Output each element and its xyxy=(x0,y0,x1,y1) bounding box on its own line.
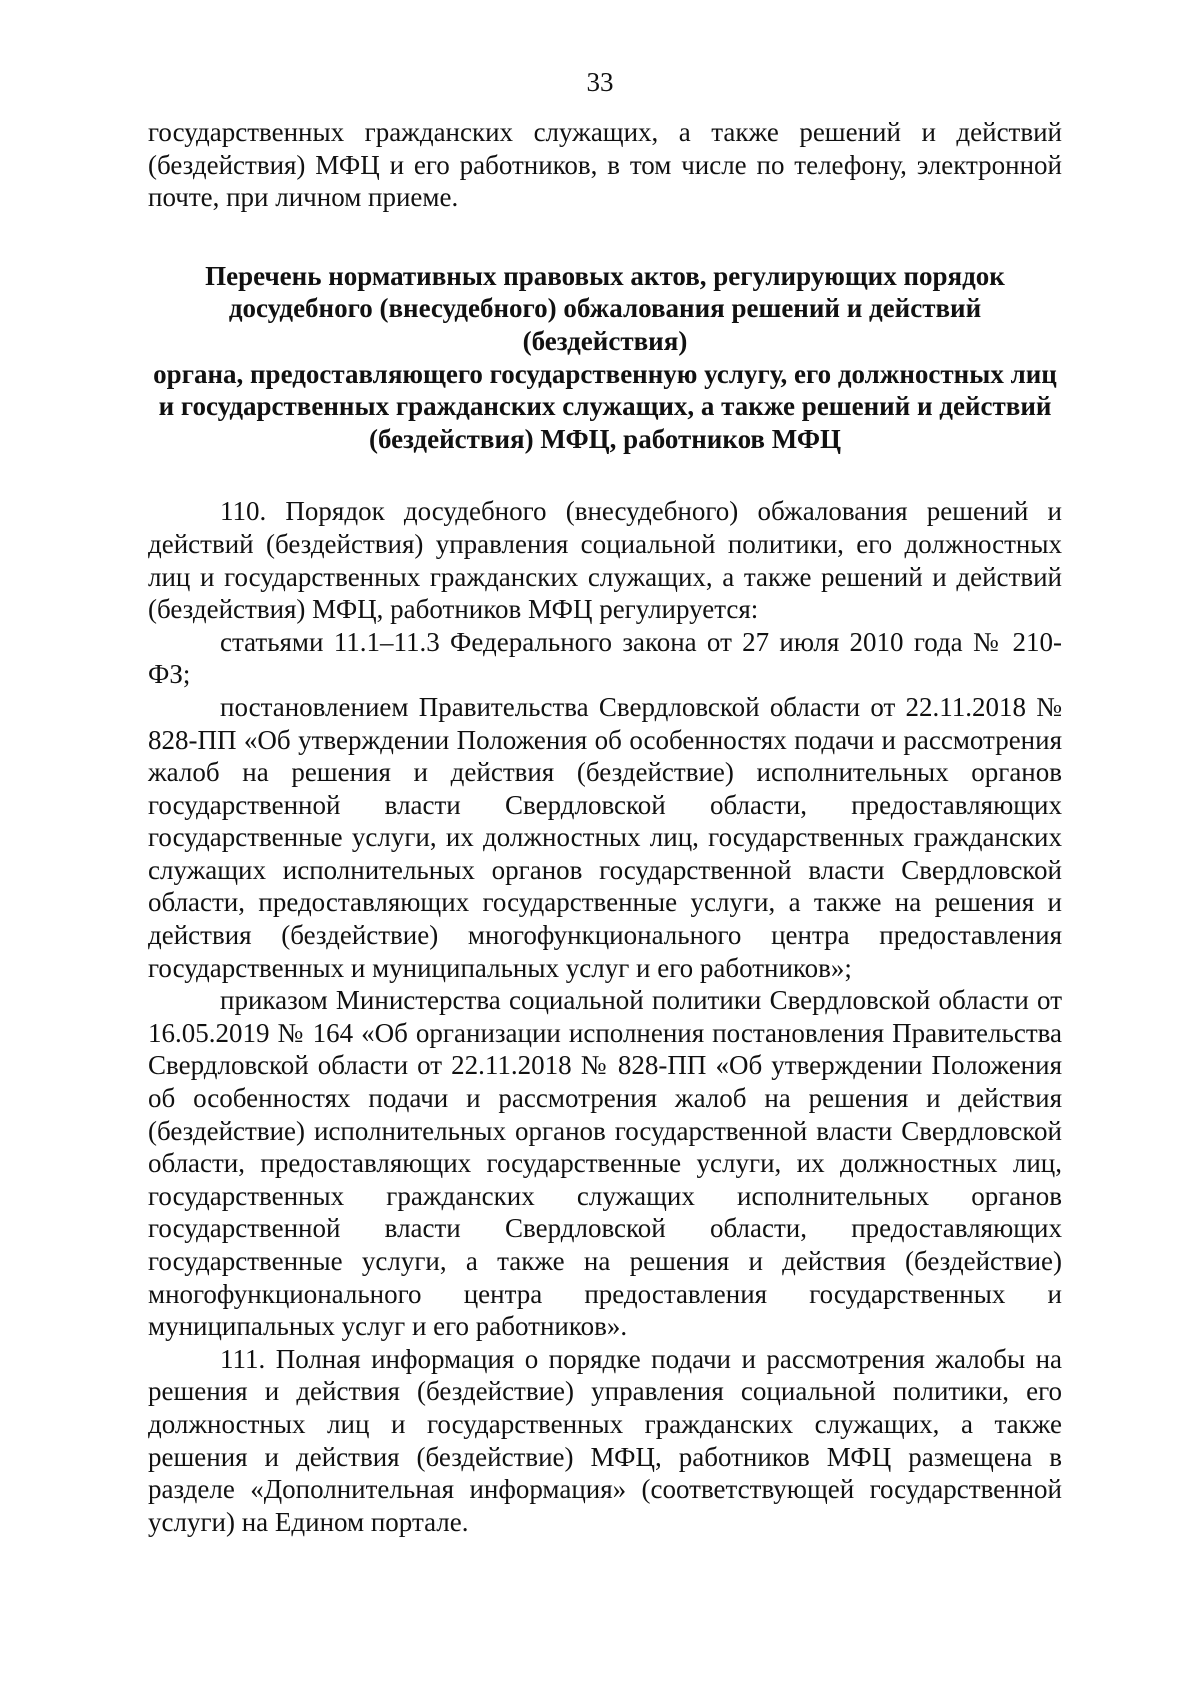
paragraph-110: 110. Порядок досудебного (внесудебного) обжалования решений и действий (бездействия) управления социальной политики, его должностных лиц и государственных гражданских служащих, а также решений и действий (бездействия) МФЦ, работников МФЦ регулируется: xyxy=(148,496,1062,625)
paragraph-federal-law: статьями 11.1–11.3 Федерального закона от 27 июля 2010 года № 210-ФЗ; xyxy=(148,626,1062,690)
heading-line: (бездействия) МФЦ, работников МФЦ xyxy=(368,423,842,454)
heading-line: органа, предоставляющего государственную услугу, его должностных лиц xyxy=(153,358,1057,389)
page-number: 33 xyxy=(586,67,614,97)
document-body xyxy=(148,116,1062,1538)
heading-line: и государственных гражданских служащих, а также решений и действий xyxy=(158,391,1052,422)
heading-line: досудебного (внесудебного) обжалования решений и действий (бездействия) xyxy=(228,293,982,356)
section-heading xyxy=(148,260,1062,456)
paragraph-111: 111. Полная информация о порядке подачи и рассмотрения жалобы на решения и действия (бездействие) управления социальной политики, его должностных лиц и государственных гражданских служащих, а также решения и действия (бездействие) МФЦ, работников МФЦ размещена в разделе «Дополнительная информация» (соответствующей государственной услуги) на Едином портале. xyxy=(148,1343,1062,1537)
paragraph-ministry-order: приказом Министерства социальной политики Свердловской области от 16.05.2019 № 164 «Об организации исполнения постановления Правительства Свердловской области от 22.11.2018 № 828-ПП «Об утверждении Положения об особенностях подачи и рассмотрения жалоб на решения и действия (бездействие) исполнительных органов государственной власти Свердловской области, предоставляющих государственные услуги, их должностных лиц, государственных гражданских служащих исполнительных органов государственной власти Свердловской области, предоставляющих государственные услуги, а также на решения и действия (бездействие) многофункционального центра предоставления государственных и муниципальных услуг и его работников». xyxy=(148,985,1062,1342)
heading-line: Перечень нормативных правовых актов, регулирующих порядок xyxy=(205,260,1005,291)
intro-paragraph: государственных гражданских служащих, а также решений и действий (бездействия) МФЦ и его работников, в том числе по телефону, электронной почте, при личном приеме. xyxy=(148,117,1062,213)
paragraph-government-resolution: постановлением Правительства Свердловской области от 22.11.2018 № 828-ПП «Об утверждении Положения об особенностях подачи и рассмотрения жалоб на решения и действия (бездействие) исполнительных органов государственной власти Свердловской области, предоставляющих государственные услуги, их должностных лиц, государственных гражданских служащих исполнительных органов государственной власти Свердловской области, предоставляющих государственные услуги, а также на решения и действия (бездействие) многофункционального центра предоставления государственных и муниципальных услуг и его работников»; xyxy=(148,691,1062,983)
